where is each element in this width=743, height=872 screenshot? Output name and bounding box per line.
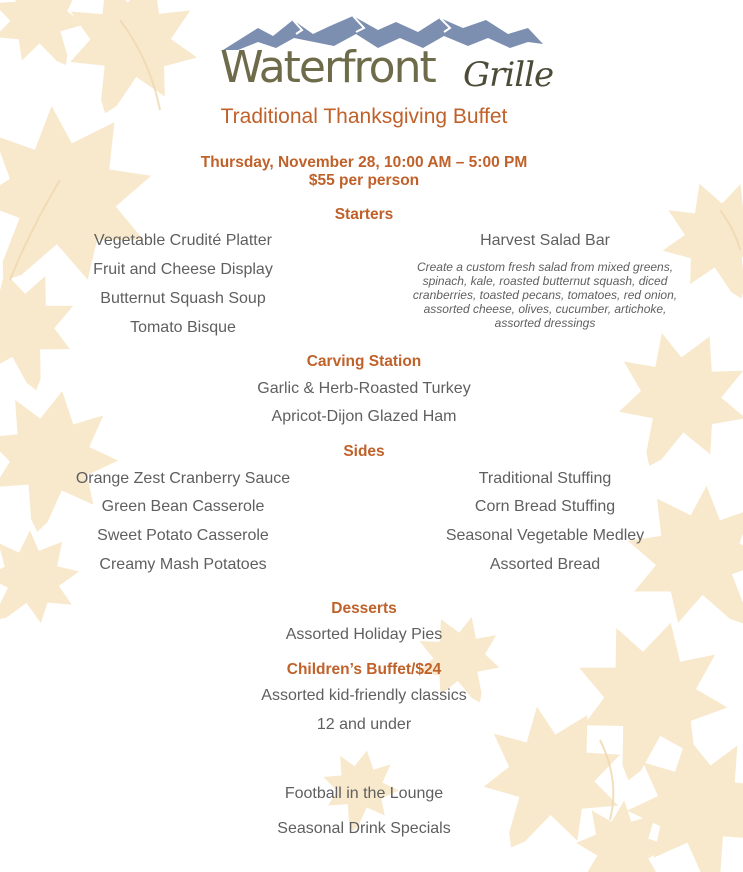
starter-item: Vegetable Crudité Platter [94, 232, 272, 249]
salad-bar-description: Create a custom fresh salad from mixed greens, spinach, kale, roasted butternut squash, diced cranberries, toasted pecans, tomatoes, red onion, assorted cheese, olives, cucumber, artichoke, assorted dressings [412, 260, 678, 330]
extra-item: Seasonal Drink Specials [277, 820, 451, 837]
event-date-time: Thursday, November 28, 10:00 AM – 5:00 PM [200, 154, 528, 171]
salad-bar-title: Harvest Salad Bar [480, 232, 610, 249]
starter-item: Butternut Squash Soup [100, 290, 266, 307]
carving-item: Apricot-Dijon Glazed Ham [271, 408, 457, 425]
children-item: Assorted kid-friendly classics [261, 687, 467, 704]
starter-item: Tomato Bisque [130, 319, 236, 336]
carving-item: Garlic & Herb-Roasted Turkey [257, 380, 471, 397]
carving-heading: Carving Station [306, 353, 422, 370]
event-price: $55 per person [308, 172, 420, 189]
dessert-item: Assorted Holiday Pies [285, 626, 443, 643]
side-item: Seasonal Vegetable Medley [445, 527, 645, 544]
side-item: Orange Zest Cranberry Sauce [75, 470, 291, 487]
extra-item: Football in the Lounge [284, 785, 444, 802]
starters-heading: Starters [334, 206, 394, 223]
sides-heading: Sides [343, 443, 385, 460]
desserts-heading: Desserts [331, 600, 397, 617]
side-item: Creamy Mash Potatoes [99, 556, 267, 573]
page-title: Traditional Thanksgiving Buffet [220, 105, 508, 128]
side-item: Traditional Stuffing [478, 470, 612, 487]
starter-item: Fruit and Cheese Display [93, 261, 273, 278]
children-item: 12 and under [316, 716, 412, 733]
side-item: Sweet Potato Casserole [97, 527, 269, 544]
logo-script: Grille [463, 55, 554, 95]
logo-wordmark: Waterfront [220, 42, 435, 93]
children-buffet-heading: Children’s Buffet/$24 [286, 661, 442, 678]
side-item: Corn Bread Stuffing [474, 498, 616, 515]
side-item: Green Bean Casserole [101, 498, 265, 515]
side-item: Assorted Bread [489, 556, 601, 573]
